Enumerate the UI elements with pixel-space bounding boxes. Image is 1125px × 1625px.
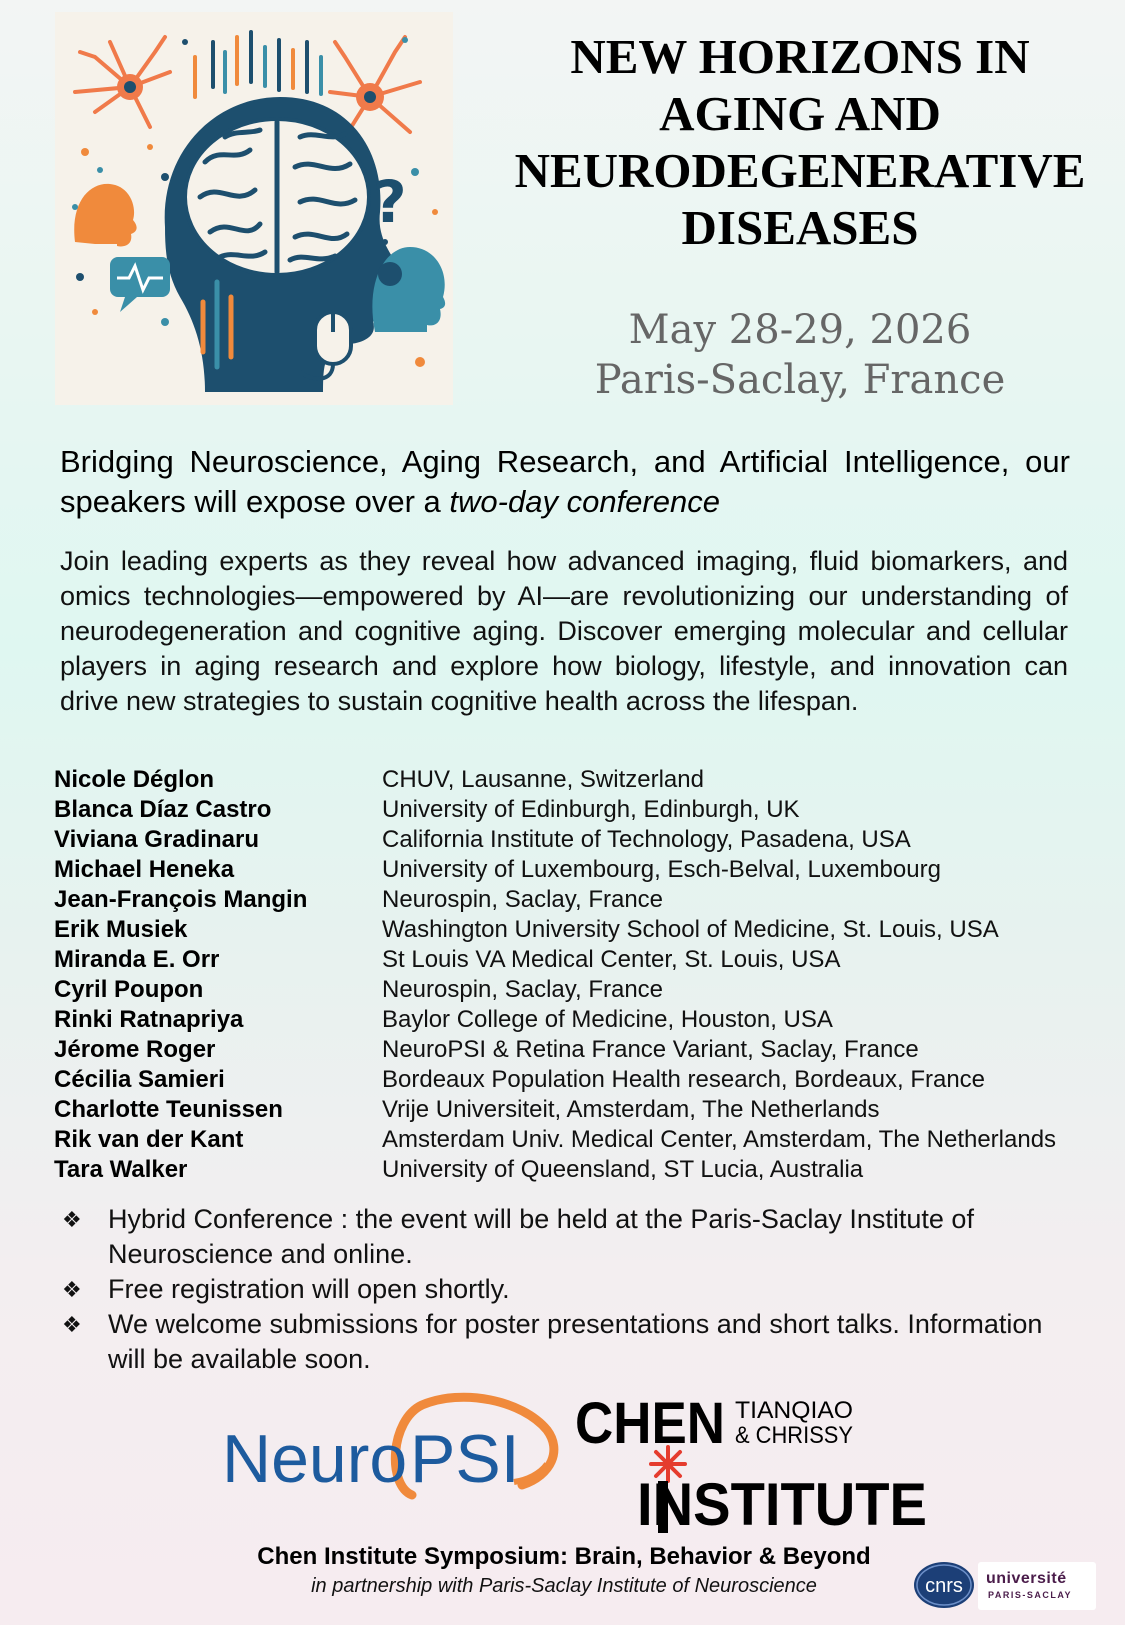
partnership-note: in partnership with Paris-Saclay Institute of Neuroscience <box>311 1575 817 1597</box>
speaker-name: Viviana Gradinaru <box>54 826 259 853</box>
title-line-1: NEW HORIZONS IN <box>570 29 1030 84</box>
neuropsi-neuro-text: Neuro <box>222 1421 408 1497</box>
speaker-name: Tara Walker <box>54 1156 188 1183</box>
speaker-affiliation: CHUV, Lausanne, Switzerland <box>382 766 704 793</box>
speaker-name: Jean-François Mangin <box>54 886 308 913</box>
date-location <box>540 305 1060 405</box>
speaker-affiliation: Vrije Universiteit, Amsterdam, The Netherlands <box>382 1096 880 1123</box>
speaker-row <box>54 855 1094 885</box>
diamond-bullet-icon: ❖ <box>62 1312 82 1337</box>
speaker-affiliation: University of Queensland, ST Lucia, Australia <box>382 1156 864 1183</box>
speaker-row <box>54 1005 1094 1035</box>
speaker-name: Charlotte Teunissen <box>54 1096 283 1123</box>
universite-paris-saclay-logo <box>978 1562 1096 1610</box>
speaker-row <box>54 945 1094 975</box>
speaker-row <box>54 825 1094 855</box>
chen-sub2-text: & CHRISSY <box>735 1422 853 1449</box>
speaker-name: Michael Heneka <box>54 856 235 883</box>
speaker-name: Erik Musiek <box>54 916 188 943</box>
title-line-4: DISEASES <box>681 200 919 255</box>
speaker-row <box>54 1065 1094 1095</box>
speaker-row <box>54 1155 1094 1185</box>
lead-text: Bridging Neuroscience, Aging Research, and Artificial Intelligence, our speakers will expose over a <box>60 444 1070 519</box>
cnrs-text: cnrs <box>925 1575 963 1597</box>
speaker-name: Cécilia Samieri <box>54 1066 225 1093</box>
speaker-row <box>54 1035 1094 1065</box>
speaker-affiliation: Baylor College of Medicine, Houston, USA <box>382 1006 833 1033</box>
speaker-affiliation: Washington University School of Medicine, St. Louis, USA <box>382 916 999 943</box>
speaker-name: Rik van der Kant <box>54 1126 244 1153</box>
brain-illustration <box>55 12 453 405</box>
title-line-2: AGING AND <box>659 86 941 141</box>
chen-text: CHEN <box>575 1391 725 1456</box>
diamond-bullet-icon: ❖ <box>62 1207 82 1232</box>
speaker-affiliation: St Louis VA Medical Center, St. Louis, USA <box>382 946 841 973</box>
bullet-text: Free registration will open shortly. <box>108 1274 510 1304</box>
diamond-bullet-icon: ❖ <box>62 1277 82 1302</box>
speaker-row <box>54 1095 1094 1125</box>
speaker-row <box>54 915 1094 945</box>
info-bullets <box>60 1202 1070 1377</box>
chen-institute-logo <box>575 1385 925 1540</box>
speaker-row <box>54 975 1094 1005</box>
bullet-item <box>60 1272 1070 1307</box>
institute-text: INSTITUTE <box>637 1471 925 1538</box>
speaker-name: Rinki Ratnapriya <box>54 1006 244 1033</box>
speaker-affiliation: University of Edinburgh, Edinburgh, UK <box>382 796 800 823</box>
speaker-affiliation: Bordeaux Population Health research, Bordeaux, France <box>382 1066 986 1093</box>
conference-title <box>490 28 1110 256</box>
lead-paragraph <box>60 442 1070 522</box>
cnrs-logo <box>913 1561 975 1609</box>
speaker-row <box>54 885 1094 915</box>
speaker-row <box>54 1125 1094 1155</box>
speaker-affiliation: Neurospin, Saclay, France <box>382 886 664 913</box>
bullet-text: Hybrid Conference : the event will be held at the Paris-Saclay Institute of Neuroscience and online. <box>108 1204 974 1269</box>
speaker-affiliation: Neurospin, Saclay, France <box>382 976 664 1003</box>
speaker-affiliation: NeuroPSI & Retina France Variant, Saclay, France <box>382 1036 919 1063</box>
bullet-item <box>60 1307 1070 1377</box>
neuropsi-psi-text: PSI <box>410 1421 520 1497</box>
speaker-name: Nicole Déglon <box>54 766 215 793</box>
universite-text: université <box>986 1570 1067 1587</box>
bullet-item <box>60 1202 1070 1272</box>
star-icon <box>651 1447 685 1481</box>
speaker-name: Jérome Roger <box>54 1036 216 1063</box>
speaker-affiliation: Amsterdam Univ. Medical Center, Amsterdam, The Netherlands <box>382 1126 1057 1153</box>
speaker-row <box>54 795 1094 825</box>
speaker-affiliation: California Institute of Technology, Pasadena, USA <box>382 826 911 853</box>
symposium-title: Chen Institute Symposium: Brain, Behavior & Beyond <box>257 1543 871 1570</box>
speaker-affiliation: University of Luxembourg, Esch-Belval, Luxembourg <box>382 856 941 883</box>
svg-text:?: ? <box>373 168 407 236</box>
title-line-3: NEURODEGENERATIVE <box>514 143 1086 198</box>
speaker-name: Cyril Poupon <box>54 976 204 1003</box>
paris-saclay-text: PARIS-SACLAY <box>988 1590 1073 1600</box>
speaker-name: Miranda E. Orr <box>54 946 220 973</box>
speaker-name: Blanca Díaz Castro <box>54 796 272 823</box>
description-paragraph: Join leading experts as they reveal how advanced imaging, fluid biomarkers, and omics technologies—empowered by AI—are revolutionizing our understanding of neurodegeneration and cognitive aging. Discover emerging molecular and cellular players in aging research and explore how biology, lifestyle, and innovation can drive new strategies to sustain cognitive health across the lifespan. <box>60 546 1068 716</box>
chen-sub1-text: TIANQIAO <box>735 1397 853 1424</box>
conference-date: May 28-29, 2026 <box>628 307 972 353</box>
lead-emphasis: two-day conference <box>449 484 720 519</box>
speaker-row <box>54 765 1094 795</box>
conference-location: Paris-Saclay, France <box>594 357 1006 403</box>
speaker-list <box>54 765 1094 1185</box>
neuropsi-logo <box>222 1390 567 1512</box>
bullet-text: We welcome submissions for poster presentations and short talks. Information will be available soon. <box>108 1309 1043 1374</box>
